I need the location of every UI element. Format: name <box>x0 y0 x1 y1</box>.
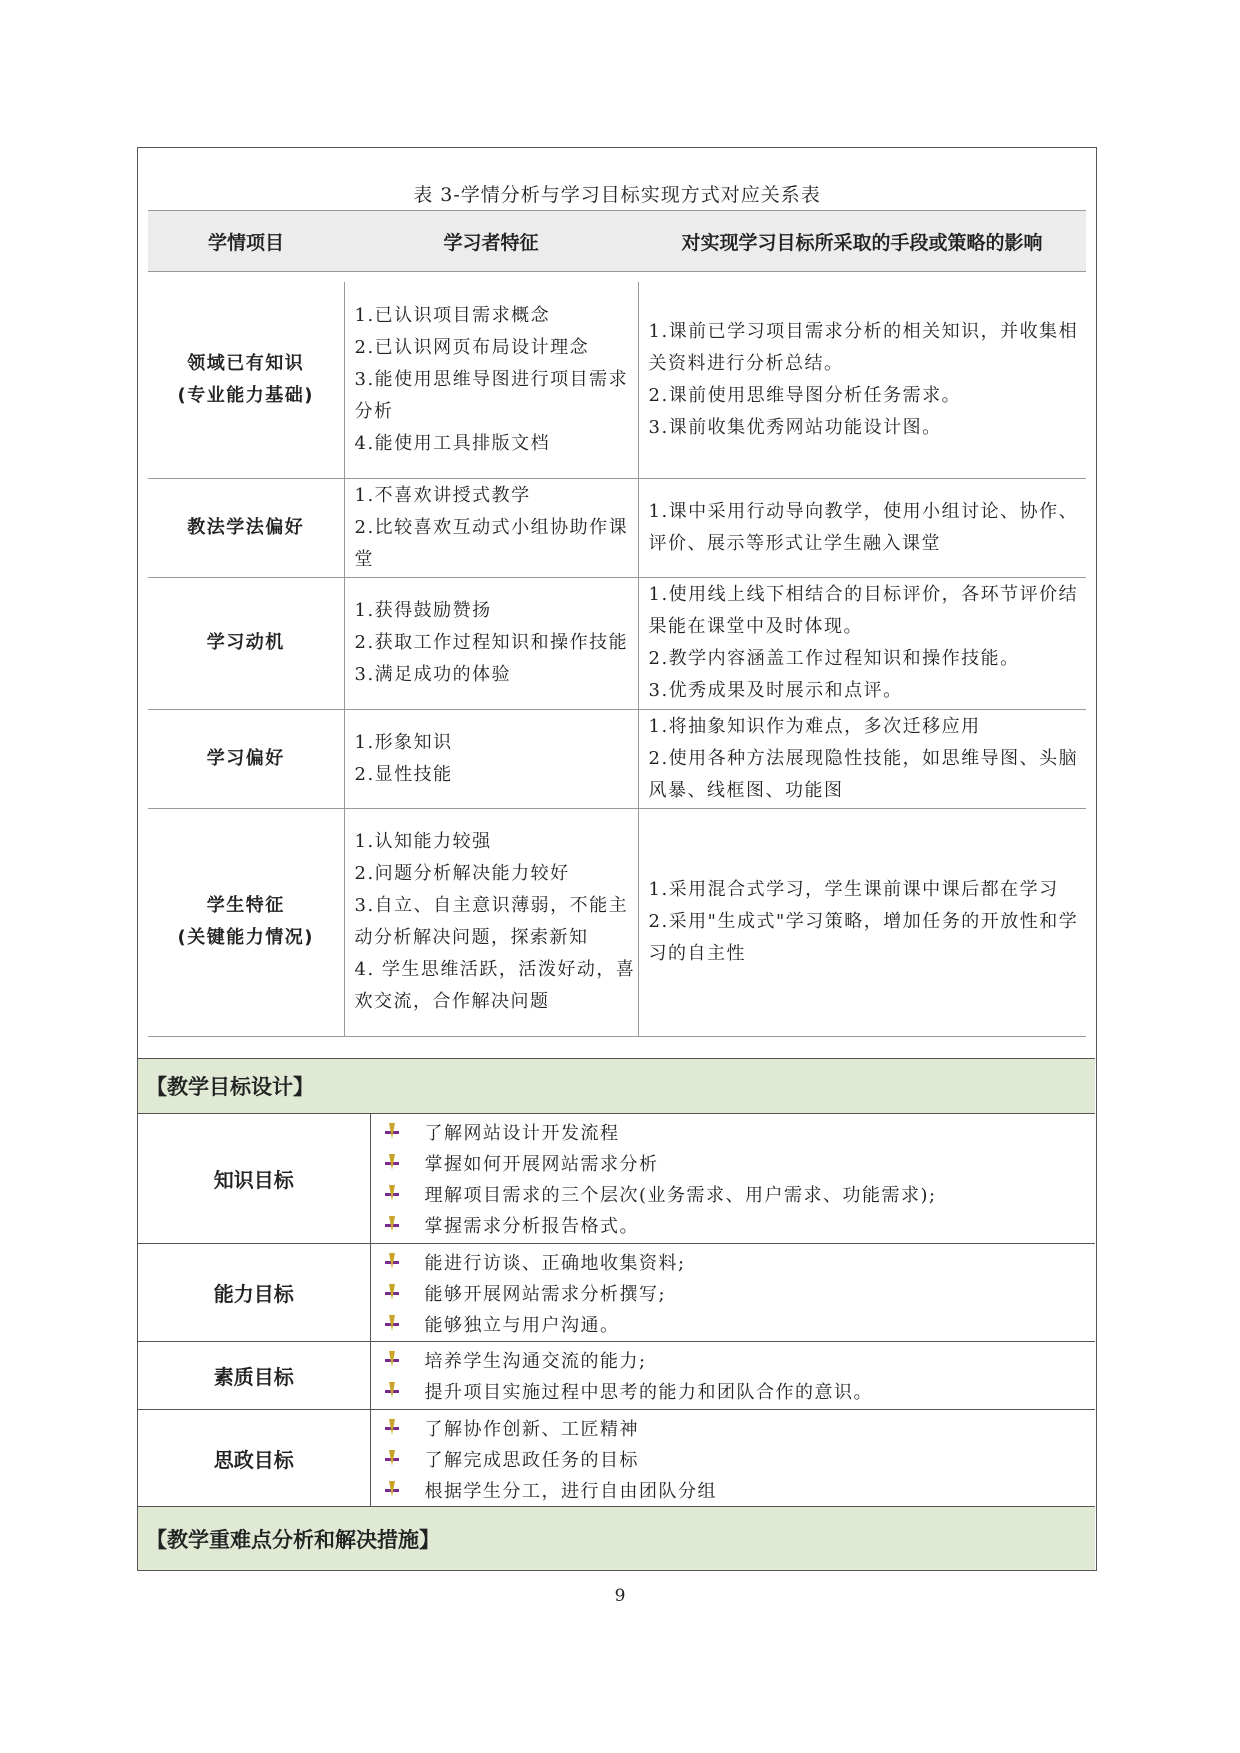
arrow-bullet-icon <box>383 1450 399 1468</box>
effect-line: 3.优秀成果及时展示和点评。 <box>648 680 903 701</box>
feature-line: 1.认知能力较强 <box>354 831 492 852</box>
page-frame <box>137 147 1097 1571</box>
arrow-bullet-icon <box>383 1123 399 1141</box>
goal-name: 能力目标 <box>138 1244 370 1342</box>
effect-line: 1.采用混合式学习，学生课前课中课后都在学习 <box>648 879 1059 900</box>
goal-item-text: 理解项目需求的三个层次(业务需求、用户需求、功能需求); <box>424 1185 937 1206</box>
row-effects <box>638 709 1086 808</box>
table-row <box>148 478 1086 577</box>
list-item <box>383 1345 1095 1376</box>
goal-name: 素质目标 <box>138 1342 370 1410</box>
feature-line: 1.已认识项目需求概念 <box>354 304 551 326</box>
goal-row <box>138 1342 1095 1410</box>
feature-line: 2.问题分析解决能力较好 <box>354 863 570 884</box>
goal-item-text: 根据学生分工，进行自由团队分组 <box>424 1480 717 1502</box>
feature-line: 3.自立、自主意识薄弱，不能主动分析解决问题，探索新知 <box>354 895 629 948</box>
goal-item-text: 能够开展网站需求分析撰写; <box>424 1283 667 1305</box>
feature-line: 2.获取工作过程知识和操作技能 <box>354 632 629 653</box>
header-features: 学习者特征 <box>344 211 638 272</box>
row-effects <box>638 808 1086 1036</box>
list-item <box>383 1117 1095 1148</box>
teaching-goals-table <box>138 1113 1095 1508</box>
row-features <box>344 282 638 478</box>
goal-item-text: 了解网站设计开发流程 <box>424 1123 620 1144</box>
feature-line: 1.不喜欢讲授式教学 <box>354 484 531 506</box>
feature-line: 3.能使用思维导图进行项目需求分析 <box>354 368 629 422</box>
row-item <box>148 577 344 709</box>
learning-analysis-table <box>148 210 1086 1037</box>
arrow-bullet-icon <box>383 1253 399 1271</box>
table-row <box>148 577 1086 709</box>
row-effects <box>638 282 1086 478</box>
goal-item-text: 了解完成思政任务的目标 <box>424 1449 639 1471</box>
row-item <box>148 478 344 577</box>
table-row <box>148 808 1086 1036</box>
effect-line: 2.教学内容涵盖工作过程知识和操作技能。 <box>648 648 1020 669</box>
goal-list <box>370 1410 1095 1508</box>
item-line: 学习偏好 <box>206 747 285 769</box>
table-caption: 表 3-学情分析与学习目标实现方式对应关系表 <box>413 184 821 206</box>
goal-row <box>138 1410 1095 1508</box>
item-line: 教法学法偏好 <box>187 516 305 538</box>
arrow-bullet-icon <box>383 1481 399 1499</box>
goal-item-text: 提升项目实施过程中思考的能力和团队合作的意识。 <box>424 1382 873 1403</box>
goal-name: 知识目标 <box>138 1114 370 1244</box>
feature-line: 1.获得鼓励赞扬 <box>354 600 492 621</box>
row-effects <box>638 577 1086 709</box>
row-item <box>148 808 344 1036</box>
effect-line: 1.将抽象知识作为难点，多次迁移应用 <box>648 715 981 737</box>
header-effects: 对实现学习目标所采取的手段或策略的影响 <box>638 211 1086 272</box>
row-features <box>344 478 638 577</box>
effect-line: 1.使用线上线下相结合的目标评价，各环节评价结果能在课堂中及时体现。 <box>648 584 1079 637</box>
goal-name: 思政目标 <box>138 1410 370 1508</box>
feature-line: 2.已认识网页布局设计理念 <box>354 336 590 358</box>
arrow-bullet-icon <box>383 1419 399 1437</box>
list-item <box>383 1210 1095 1241</box>
arrow-bullet-icon <box>383 1284 399 1302</box>
effect-line: 2.课前使用思维导图分析任务需求。 <box>648 384 962 406</box>
item-line: 学生特征 <box>206 895 285 916</box>
feature-line: 4.能使用工具排版文档 <box>354 432 551 454</box>
goal-item-text: 能进行访谈、正确地收集资料; <box>424 1252 686 1274</box>
goal-item-text: 掌握需求分析报告格式。 <box>424 1216 639 1237</box>
section-heading-goals: 【教学目标设计】 <box>138 1058 1095 1113</box>
item-line: 领域已有知识 <box>187 352 305 374</box>
list-item <box>383 1277 1095 1308</box>
goal-row <box>138 1114 1095 1244</box>
row-features <box>344 709 638 808</box>
goal-row <box>138 1244 1095 1342</box>
goal-item-text: 了解协作创新、工匠精神 <box>424 1418 639 1440</box>
effect-line: 1.课前已学习项目需求分析的相关知识，并收集相关资料进行分析总结。 <box>648 320 1079 374</box>
row-features <box>344 577 638 709</box>
feature-line: 4. 学生思维活跃，活泼好动，喜欢交流，合作解决问题 <box>354 959 636 1012</box>
arrow-bullet-icon <box>383 1216 399 1234</box>
table-row <box>148 709 1086 808</box>
item-line: (关键能力情况) <box>177 927 314 948</box>
row-item <box>148 709 344 808</box>
header-item: 学情项目 <box>148 211 344 272</box>
goal-list <box>370 1244 1095 1342</box>
list-item <box>383 1308 1095 1339</box>
feature-line: 2.显性技能 <box>354 763 453 785</box>
goal-item-text: 掌握如何开展网站需求分析 <box>424 1154 659 1175</box>
feature-line: 3.满足成功的体验 <box>354 664 512 685</box>
list-item <box>383 1474 1095 1505</box>
arrow-bullet-icon <box>383 1351 399 1369</box>
table-header-row <box>148 211 1086 272</box>
feature-line: 2.比较喜欢互动式小组协助作课堂 <box>354 516 629 570</box>
arrow-bullet-icon <box>383 1185 399 1203</box>
goal-list <box>370 1342 1095 1410</box>
effect-line: 2.使用各种方法展现隐性技能，如思维导图、头脑风暴、线框图、功能图 <box>648 747 1079 801</box>
goal-list <box>370 1114 1095 1244</box>
list-item <box>383 1412 1095 1443</box>
item-line: (专业能力基础) <box>177 384 314 406</box>
arrow-bullet-icon <box>383 1382 399 1400</box>
effect-line: 2.采用"生成式"学习策略，增加任务的开放性和学习的自主性 <box>648 911 1079 964</box>
table-row <box>148 282 1086 478</box>
feature-line: 1.形象知识 <box>354 731 453 753</box>
list-item <box>383 1179 1095 1210</box>
effect-line: 3.课前收集优秀网站功能设计图。 <box>648 416 942 438</box>
row-features <box>344 808 638 1036</box>
arrow-bullet-icon <box>383 1315 399 1333</box>
page-number: 9 <box>614 1586 626 1606</box>
list-item <box>383 1376 1095 1407</box>
goal-item-text: 培养学生沟通交流的能力; <box>424 1351 647 1372</box>
goal-item-text: 能够独立与用户沟通。 <box>424 1314 620 1336</box>
effect-line: 1.课中采用行动导向教学，使用小组讨论、协作、评价、展示等形式让学生融入课堂 <box>648 500 1079 554</box>
list-item <box>383 1148 1095 1179</box>
list-item <box>383 1246 1095 1277</box>
arrow-bullet-icon <box>383 1154 399 1172</box>
section-heading-key-points: 【教学重难点分析和解决措施】 <box>138 1506 1095 1570</box>
row-item <box>148 282 344 478</box>
item-line: 学习动机 <box>206 632 285 653</box>
list-item <box>383 1443 1095 1474</box>
row-effects <box>638 478 1086 577</box>
